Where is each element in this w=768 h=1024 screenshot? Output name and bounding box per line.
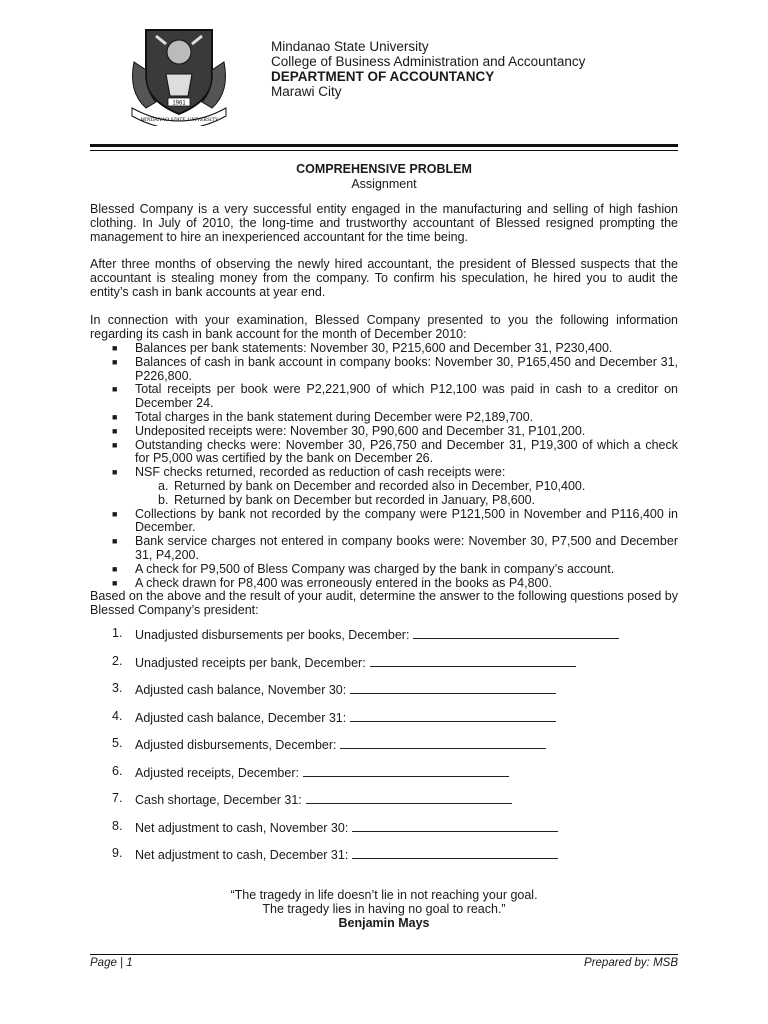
closing-paragraph: Based on the above and the result of your audit, determine the answer to the following questions posed by Blessed Company’s president: [90, 589, 678, 618]
header-divider-thin [90, 150, 678, 151]
closing-quote [90, 889, 678, 930]
university-name: Mindanao State University [271, 39, 429, 54]
question-item: 4. Adjusted cash balance, December 31: [90, 709, 678, 737]
answer-blank[interactable] [413, 626, 619, 639]
quote-author: Benjamin Mays [338, 915, 430, 930]
answer-blank[interactable] [350, 681, 556, 694]
list-item: ■ Total receipts per book were P2,221,900 of which P12,100 was paid in cash to a creditor on December 24. [112, 382, 678, 411]
list-item: ■ Bank service charges not entered in company books were: November 30, P7,500 and December 31, P4,200. [112, 534, 678, 562]
college-name: College of Business Administration and Accountancy [271, 54, 586, 69]
quote-line-2: The tragedy lies in having no goal to reach.” [262, 901, 506, 916]
letterhead [271, 39, 585, 99]
answer-blank[interactable] [352, 819, 558, 832]
list-item: ■ A check for P9,500 of Bless Company was charged by the bank in company’s account. [112, 561, 615, 576]
examination-paragraph: In connection with your examination, Blessed Company presented to you the following information regarding its cash in bank account for the month of December 2010: [90, 313, 678, 341]
prepared-by: Prepared by: MSB [584, 957, 678, 969]
question-item: 6. Adjusted receipts, December: [90, 764, 678, 792]
list-item: ■ Balances per bank statements: November 30, P215,600 and December 31, P230,400. [112, 341, 613, 355]
question-item: 3. Adjusted cash balance, November 30: [90, 681, 678, 709]
intro-paragraph: Blessed Company is a very successful entity engaged in the manufacturing and selling of high fashion clothing. In July of 2010, the long-time and trustworthy accountant of Blessed resigned prompting the management to hire an inexperienced accountant for the time being. [90, 202, 678, 244]
list-item: ■ Undeposited receipts were: November 30, P90,600 and December 31, P101,200. [112, 423, 586, 438]
answer-blank[interactable] [340, 736, 546, 749]
answer-blank[interactable] [370, 654, 576, 667]
list-item: ■ NSF checks returned, recorded as reduction of cash receipts were: [112, 465, 506, 480]
footer-divider [90, 954, 678, 955]
answer-blank[interactable] [352, 846, 558, 859]
question-item: 5. Adjusted disbursements, December: [90, 736, 678, 764]
university-seal-logo [126, 22, 232, 126]
seal-banner-text: MINDANAO STATE UNIVERSITY [140, 117, 218, 123]
header-divider-thick [90, 144, 678, 147]
question-item: 8. Net adjustment to cash, November 30: [90, 819, 678, 847]
question-item: 9. Net adjustment to cash, December 31: [90, 846, 678, 874]
facts-list [90, 342, 678, 618]
suspicion-paragraph: After three months of observing the newly hired accountant, the president of Blessed suspects that the accountant is stealing money from the company. To confirm his speculation, he hired you to audit the entity’s cash in bank accounts at year end. [90, 257, 678, 299]
page-subtitle: Assignment [351, 177, 417, 191]
answer-blank[interactable] [306, 791, 512, 804]
sub-list-item: b. Returned by bank on December but recorded in January, P8,600. [158, 492, 536, 507]
question-item: 1. Unadjusted disbursements per books, December: [90, 626, 678, 654]
department-name: DEPARTMENT OF ACCOUNTANCY [271, 69, 495, 84]
quote-line-1: “The tragedy in life doesn’t lie in not reaching your goal. [230, 888, 538, 902]
answer-blank[interactable] [303, 764, 509, 777]
list-item: ■ A check drawn for P8,400 was erroneously entered in the books as P4,800. [112, 575, 552, 590]
list-item: ■ Outstanding checks were: November 30, P26,750 and December 31, P19,300 of which a check for P5,000 was certified by the bank on December 26. [112, 437, 678, 466]
list-item: ■ Collections by bank not recorded by the company were P121,500 in November and P116,400 in December. [112, 506, 678, 535]
seal-year: 1961 [172, 100, 186, 107]
questions-list [90, 626, 678, 874]
list-item: ■ Total charges in the bank statement during December were P2,189,700. [112, 409, 534, 424]
page-number: Page | 1 [90, 957, 133, 969]
page-title: COMPREHENSIVE PROBLEM [296, 162, 472, 176]
sub-list-item: a. Returned by bank on December and recorded also in December, P10,400. [158, 478, 586, 493]
question-item: 7. Cash shortage, December 31: [90, 791, 678, 819]
list-item: ■ Balances of cash in bank account in company books: November 30, P165,450 and December 31, P226,800. [112, 354, 678, 383]
question-item: 2. Unadjusted receipts per bank, December: [90, 654, 678, 682]
answer-blank[interactable] [350, 709, 556, 722]
city-name: Marawi City [271, 84, 342, 99]
